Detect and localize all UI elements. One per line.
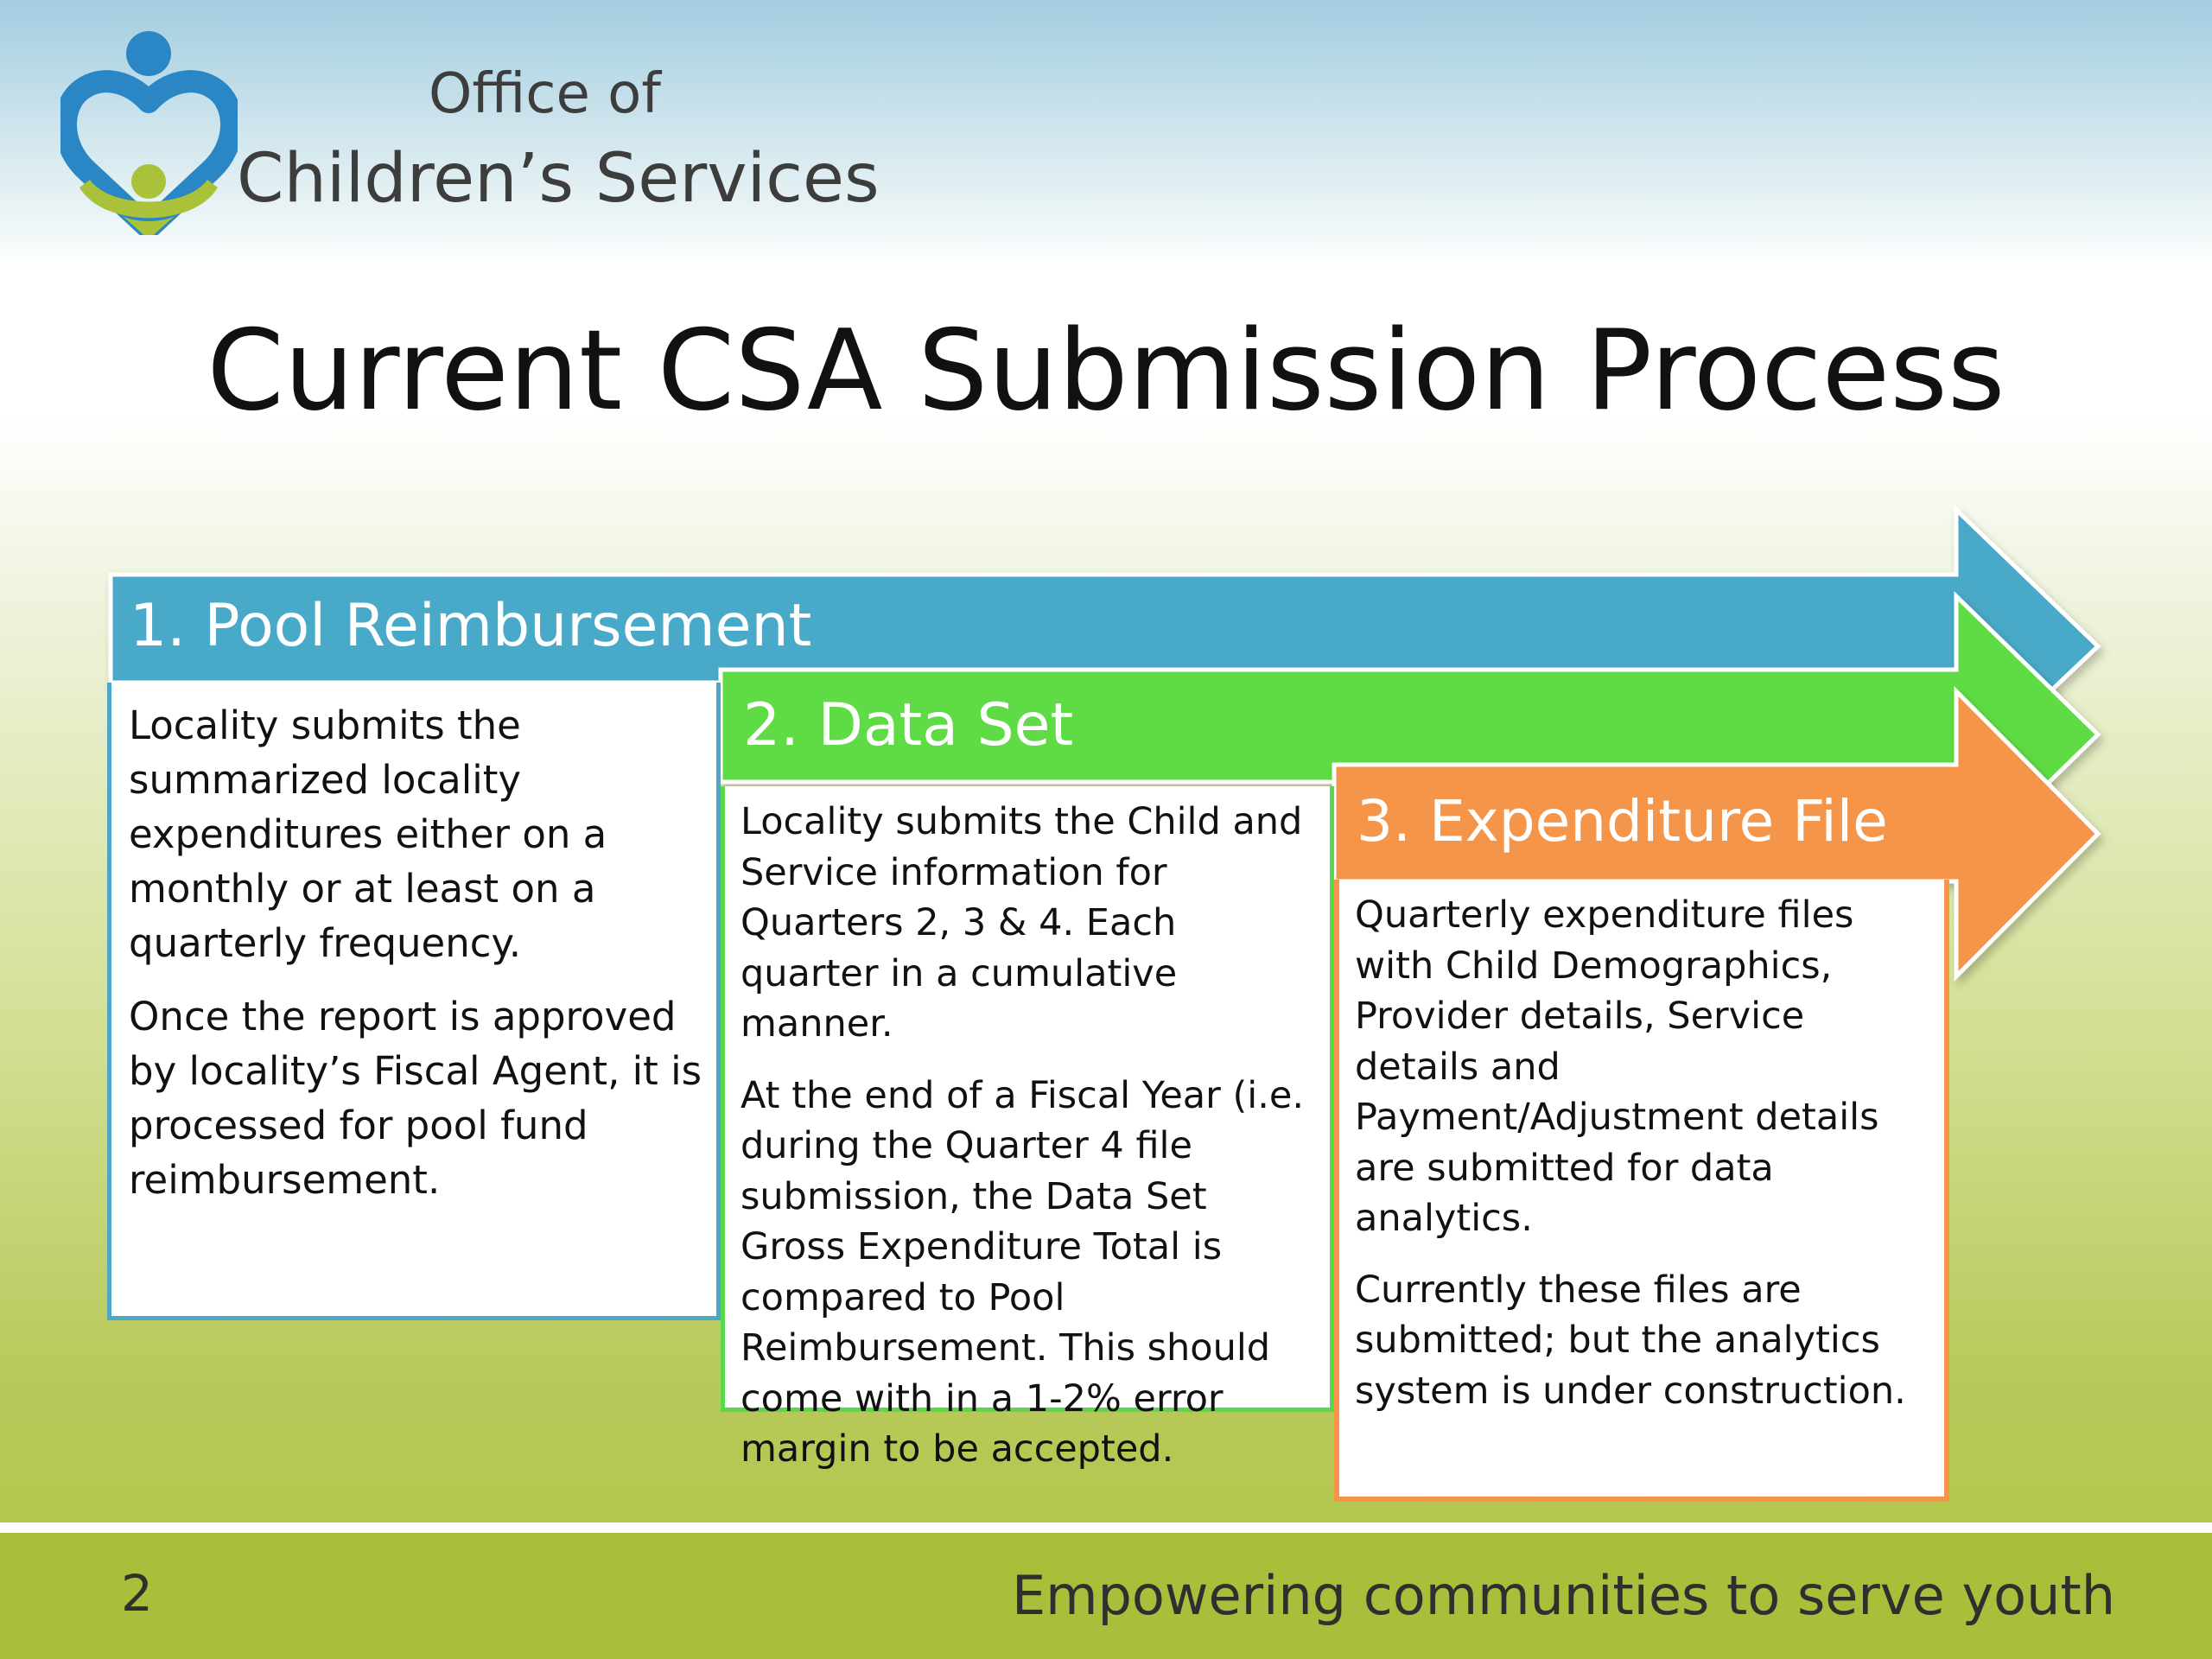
step1-paragraph: Locality submits the summarized locality expenditures either on a monthly or at least on a quarterly frequency.	[129, 702, 607, 966]
step-label-expenditure-file: 3. Expenditure File	[1357, 788, 1888, 855]
step-box-pool-reimbursement	[107, 683, 721, 1320]
step-label-pool-reimbursement: 1. Pool Reimbursement	[130, 592, 812, 660]
org-name-line2: Children’s Services	[237, 140, 880, 218]
step1-paragraph: Once the report is approved by locality’s Fiscal Agent, it is processed for pool fund reimbursement.	[129, 994, 702, 1203]
footer-divider	[0, 1522, 2212, 1533]
step3-paragraph: Currently these files are submitted; but the analytics system is under construction.	[1355, 1268, 1906, 1413]
page-number: 2	[121, 1564, 153, 1623]
step-label-data-set: 2. Data Set	[743, 691, 1074, 760]
footer-tagline: Empowering communities to serve youth	[1011, 1564, 2115, 1627]
org-name-line1: Office of	[429, 62, 661, 126]
step-box-data-set	[721, 786, 1334, 1471]
step-box-expenditure-file	[1334, 880, 1949, 1502]
slide-title: Current CSA Submission Process	[207, 307, 2005, 435]
step3-paragraph: Quarterly expenditure files with Child Demographics, Provider details, Service details and Payment/Adjustment details are submitted for data analytics.	[1355, 893, 1879, 1240]
step2-paragraph: Locality submits the Child and Service information for Quarters 2, 3 & 4. Each quarter in a cumulative manner.	[741, 800, 1303, 1046]
step2-paragraph: At the end of a Fiscal Year (i.e. during the Quarter 4 file submission, the Data Set Gross Expenditure Total is compared to Pool Reimbursement. This should come with in a 1-2% error margin to be accepted.	[741, 1073, 1305, 1471]
